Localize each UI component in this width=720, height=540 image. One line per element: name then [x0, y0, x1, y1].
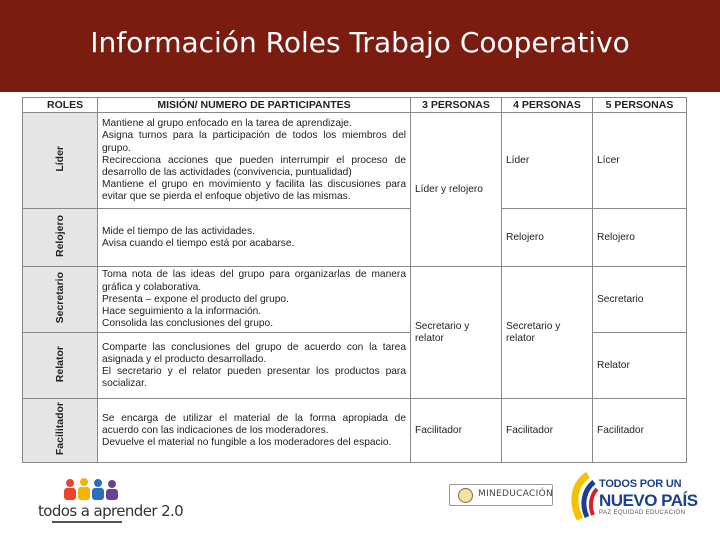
country-line1: TODOS POR UN	[599, 478, 682, 490]
three-secretario-relator: Secretario y relator	[411, 267, 502, 399]
four-relojero: Relojero	[502, 209, 593, 267]
mission-line: Se encarga de utilizar el material de la forma apropiada de acuerdo con las indicaciones de los moderadores.	[102, 412, 406, 436]
mission-line: Presenta – expone el producto del grupo.	[102, 293, 289, 305]
mission-cell-lider	[98, 113, 411, 209]
five-relator: Relator	[593, 333, 687, 399]
mission-line: Recirecciona acciones que pueden interrumpir el proceso de desarrollo de las actividades (convivencia, puntualidad)	[102, 154, 406, 178]
todos-a-aprender-logo	[38, 478, 184, 524]
role-cell-secretario	[23, 267, 98, 333]
mission-cell-facilitador	[98, 399, 411, 463]
title-bar	[0, 0, 720, 92]
mission-line: Mantiene al grupo enfocado en la tarea de aprendizaje.	[102, 118, 352, 130]
role-cell-lider	[23, 113, 98, 209]
four-facilitador: Facilitador	[502, 399, 593, 463]
mission-cell-relator	[98, 333, 411, 399]
role-cell-relojero	[23, 209, 98, 267]
five-lider: Lícer	[593, 113, 687, 209]
header-4-personas: 4 PERSONAS	[502, 98, 593, 113]
role-label-secretario: Secretario	[53, 272, 66, 324]
role-label-relojero: Relojero	[53, 214, 66, 257]
three-lider-relojero: Líder y relojero	[411, 113, 502, 267]
mineducacion-logo	[449, 484, 553, 506]
roles-table	[22, 97, 687, 463]
logo-underline	[52, 521, 122, 523]
five-secretario: Secretario	[593, 267, 687, 333]
mission-line: Mantiene el grupo en movimiento y facilita las discusiones para evitar que se pierda el enfoque objetivo de las mismas.	[102, 179, 406, 203]
table-row	[23, 399, 687, 463]
mineducacion-label: MINEDUCACIÓN	[478, 489, 553, 499]
four-secretario-relator: Secretario y relator	[502, 267, 593, 399]
table-header-row	[23, 98, 687, 113]
role-label-facilitador: Facilitador	[53, 402, 66, 456]
role-label-lider: Líder	[53, 145, 66, 172]
mission-line: Hace seguimiento a la información.	[102, 306, 262, 318]
country-line2: NUEVO PAÍS	[599, 491, 698, 510]
mission-line: Devuelve el material no fungible a los moderadores del espacio.	[102, 437, 392, 449]
three-facilitador: Facilitador	[411, 399, 502, 463]
header-mision: MISIÓN/ NUMERO DE PARTICIPANTES	[98, 98, 411, 113]
four-lider: Líder	[502, 113, 593, 209]
table-row	[23, 267, 687, 333]
people-icon	[62, 478, 122, 504]
country-line3: PAZ EQUIDAD EDUCACIÓN	[599, 510, 686, 516]
mission-line: Consolida las conclusiones del grupo.	[102, 318, 274, 330]
mission-line: Mide el tiempo de las actividades.	[102, 225, 255, 237]
mission-line: Comparte las conclusiones del grupo de acuerdo con la tarea asignada y el producto desarrollado.	[102, 341, 406, 365]
colombia-flag-arc-icon	[566, 472, 598, 522]
todos-a-aprender-text: todos a aprender 2.0	[38, 502, 184, 520]
mission-cell-relojero	[98, 209, 411, 267]
role-cell-relator	[23, 333, 98, 399]
table-row	[23, 209, 687, 267]
mission-line: Asigna turnos para la participación de todos los miembros del grupo.	[102, 130, 406, 154]
mission-line: El secretario y el relator pueden presentar los productos para socializar.	[102, 365, 406, 390]
header-roles: ROLES	[23, 98, 98, 113]
coat-of-arms-icon	[458, 488, 473, 503]
five-facilitador: Facilitador	[593, 399, 687, 463]
mission-line: Avisa cuando el tiempo está por acabarse.	[102, 237, 295, 249]
mission-line: Toma nota de las ideas del grupo para organizarlas de manera gráfica y colaborativa.	[102, 269, 406, 293]
role-label-relator: Relator	[53, 345, 66, 382]
role-cell-facilitador	[23, 399, 98, 463]
five-relojero: Relojero	[593, 209, 687, 267]
table-row	[23, 113, 687, 209]
todos-por-un-nuevo-pais-logo	[566, 472, 698, 524]
slide-title: Información Roles Trabajo Cooperativo	[90, 26, 630, 59]
header-5-personas: 5 PERSONAS	[593, 98, 687, 113]
mission-cell-secretario	[98, 267, 411, 333]
header-3-personas: 3 PERSONAS	[411, 98, 502, 113]
